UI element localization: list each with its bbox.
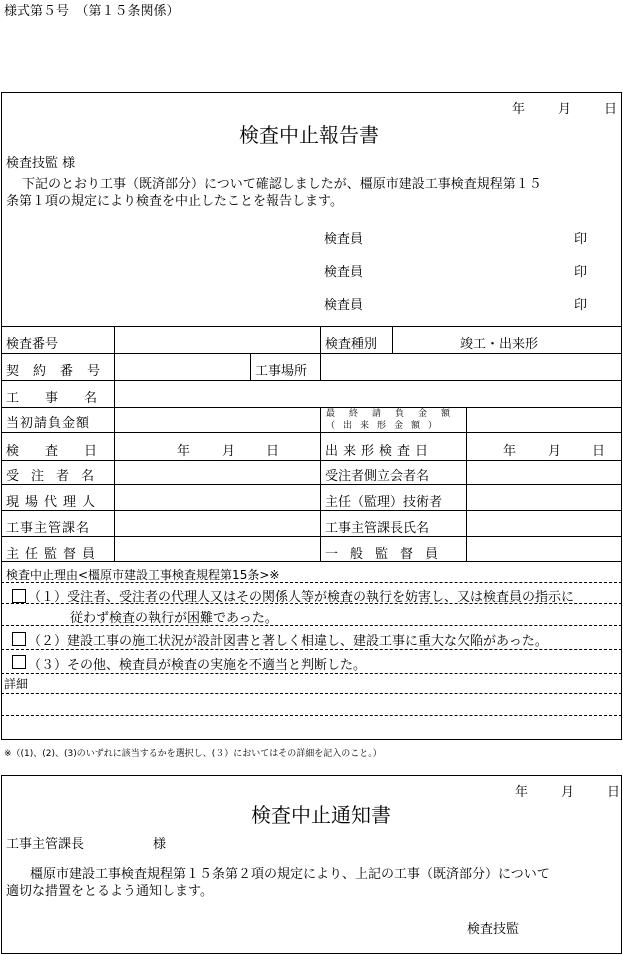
reasons-heading: 検査中止理由<橿原市建設工事検査規程第15条>※ — [6, 568, 280, 582]
inspector-2-seal: 印 — [574, 265, 588, 280]
reason-1-checkbox[interactable] — [12, 589, 26, 603]
label-site-agent: 現場代理人 — [6, 495, 102, 510]
label-inspection-number: 検査番号 — [6, 337, 59, 352]
label-supervising-section: 工事主管課名 — [6, 521, 91, 536]
reason-2-checkbox[interactable] — [12, 632, 26, 646]
label-final-amount: 最終請負金額 — [326, 409, 465, 419]
label-section-chief: 工事主管課長氏名 — [325, 521, 430, 536]
reason-3-text: （３）その他、検査員が検査の実施を不適当と判断した。 — [28, 658, 367, 673]
dekigata-date-year: 年 — [503, 444, 517, 459]
inspection-date-year: 年 — [177, 444, 191, 459]
label-dekigata-date: 出来形検査日 — [325, 444, 434, 459]
label-contract-number: 契約番号 — [6, 364, 115, 379]
inspection-date-day: 日 — [266, 444, 280, 459]
notice-signer: 検査技監 — [467, 922, 520, 937]
notice-date-day: 日 — [607, 785, 621, 800]
label-initial-amount: 当初請負金額 — [6, 416, 91, 431]
reason-1-line2: 従わず検査の執行が困難であった。 — [70, 611, 278, 626]
report-date-day: 日 — [604, 102, 618, 117]
report-date-month: 月 — [558, 102, 572, 117]
label-work-name: 工事名 — [6, 391, 124, 406]
footnote: ※（(1)、(2)、(3)のいずれに該当するかを選択し、(３）においてはその詳細を記入のこと。） — [4, 749, 382, 759]
label-general-supervisor: 一般監督員 — [325, 547, 451, 562]
inspector-2-label: 検査員 — [324, 265, 364, 280]
label-contractor-attendee: 受注者側立会者名 — [325, 469, 430, 484]
report-body-line2: 条第１項の規定により検査を中止したことを報告します。 — [6, 194, 343, 209]
report-addressee: 検査技監 様 — [6, 156, 76, 171]
details-label: 詳細 — [4, 677, 29, 691]
notice-date-month: 月 — [561, 785, 575, 800]
reason-1-line1: （１）受注者、受注者の代理人又はその関係人等が検査の執行を妨害し、又は検査員の指示に — [28, 590, 575, 605]
inspector-1-label: 検査員 — [324, 232, 364, 247]
notice-addressee: 工事主管課長 — [6, 837, 85, 852]
inspection-date-month: 月 — [222, 444, 236, 459]
label-chief-engineer: 主任（監理）技術者 — [325, 495, 443, 510]
label-inspection-type: 検査種別 — [325, 337, 378, 352]
label-chief-supervisor: 主任監督員 — [6, 547, 102, 562]
reason-2-text: （２）建設工事の施工状況が設計図書と著しく相違し、建設工事に重大な欠陥があった。 — [28, 634, 548, 649]
notice-honorific: 様 — [153, 837, 167, 852]
form-header: 様式第５号 （第１５条関係） — [4, 4, 180, 19]
label-contractor: 受注者名 — [6, 469, 107, 484]
inspector-3-seal: 印 — [574, 298, 588, 313]
label-site-location: 工事場所 — [255, 364, 308, 379]
label-inspection-date: 検査日 — [6, 444, 124, 459]
value-inspection-type: 竣工・出来形 — [460, 337, 539, 352]
notice-body-line1: 橿原市建設工事検査規程第１５条第２項の規定により、上記の工事（既済部分）について — [30, 867, 550, 882]
inspector-1-seal: 印 — [574, 232, 588, 247]
notice-date-year: 年 — [515, 785, 529, 800]
reason-3-checkbox[interactable] — [12, 655, 26, 669]
report-body-line1: 下記のとおり工事（既済部分）について確認しましたが、橿原市建設工事検査規程第１５ — [22, 177, 542, 192]
notice-title: 検査中止通知書 — [251, 803, 391, 827]
dekigata-date-day: 日 — [592, 444, 606, 459]
notice-body-line2: 適切な措置をとるよう通知します。 — [6, 884, 213, 899]
report-title: 検査中止報告書 — [239, 123, 379, 147]
dekigata-date-month: 月 — [548, 444, 562, 459]
report-date-year: 年 — [512, 102, 526, 117]
inspector-3-label: 検査員 — [324, 298, 364, 313]
label-dekigata-amount: （出来形金額） — [326, 421, 446, 431]
